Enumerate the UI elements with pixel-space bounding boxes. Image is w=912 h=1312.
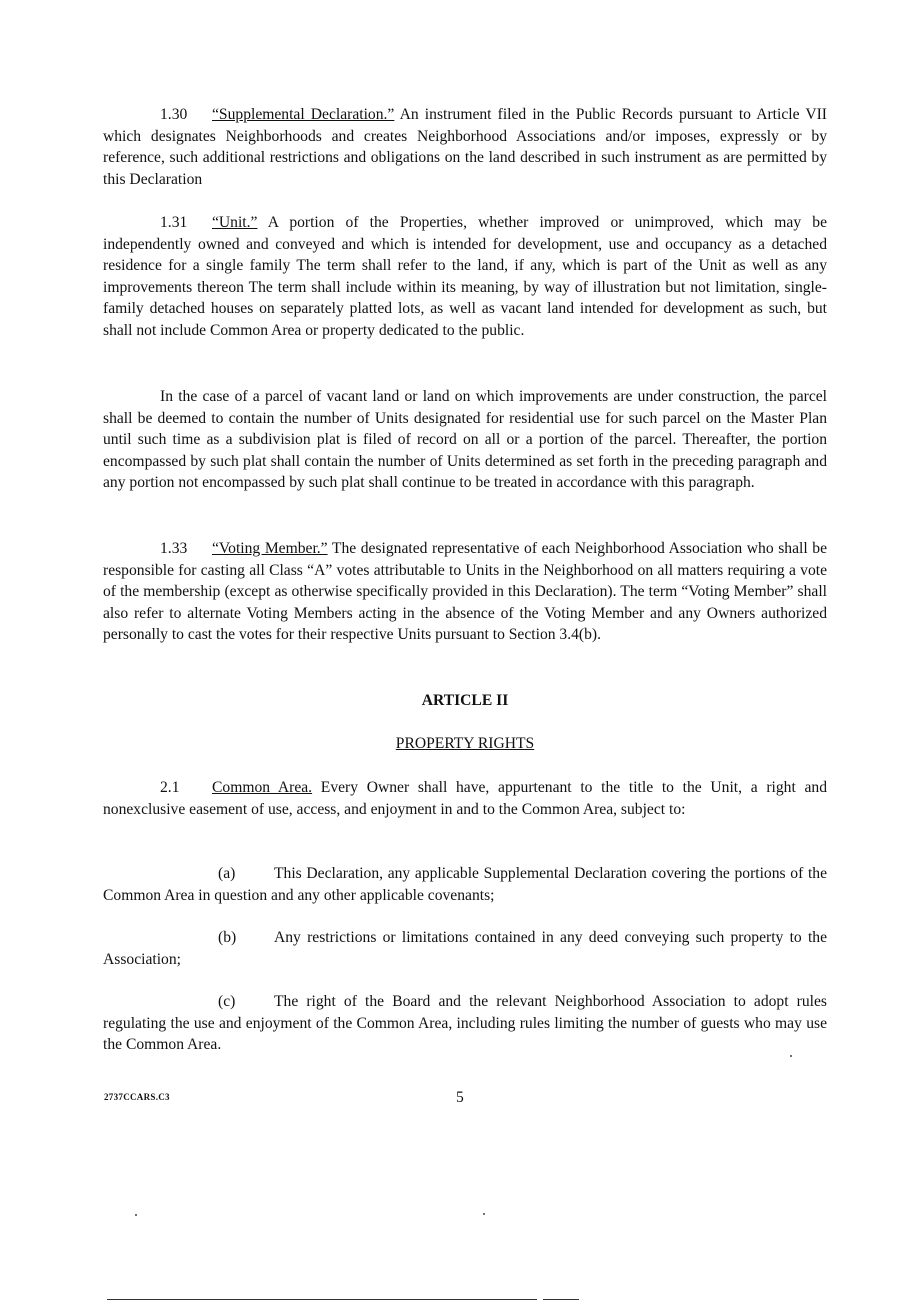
subsection-a [103,863,827,906]
section-number: 2.1 [160,779,180,796]
section-term: “Voting Member.” [212,540,328,557]
section-term: “Unit.” [212,214,258,231]
section-text: An instrument filed in the Public Records pursuant to Article VII which designates Neighborhoods and creates Neighborhood Associations and/or imposes, expressly or by reference, such additional restrictions and obligations on the land described in such instrument as are permitted by this Declaration [103,106,827,188]
section-text: Every Owner shall have, appurtenant to the title to the Unit, a right and nonexclusive easement of use, access, and enjoyment in and to the Common Area, subject to: [103,779,827,818]
paragraph-parcel [103,386,827,494]
paragraph-text: In the case of a parcel of vacant land or land on which improvements are under construction, the parcel shall be deemed to contain the number of Units designated for residential use for such parcel on the Master Plan until such time as a subdivision plat is filed of record on all or a portion of the parcel. Thereafter, the portion encompassed by such plat shall contain the number of Units determined as set forth in the preceding paragraph and any portion not encompassed by such plat shall continue to be treated in accordance with this paragraph. [103,388,827,492]
section-1-30 [103,104,827,190]
subsection-b [103,927,827,970]
subsection-text: The right of the Board and the relevant Neighborhood Association to adopt rules regulating the use and enjoyment of the Common Area, including rules limiting the number of guests who may use the Common Area. [103,993,827,1054]
section-1-31 [103,212,827,342]
document-code: 2737CCARS.C3 [104,1092,170,1102]
section-term: Common Area. [212,779,313,796]
section-number: 1.33 [160,540,188,557]
section-1-33 [103,538,827,646]
scan-speck [483,1213,485,1215]
section-term: “Supplemental Declaration.” [212,106,395,123]
bottom-rule [543,1299,579,1300]
subsection-label: (b) [218,929,237,946]
scan-speck [135,1214,137,1216]
section-text: The designated representative of each Neighborhood Association who shall be responsible for casting all Class “A” votes attributable to Units in the Neighborhood on all matters requiring a vote of the membership (except as otherwise specifically provided in this Declaration). The term “Voting Member” shall also refer to alternate Voting Members acting in the absence of the Voting Member and any Owners authorized personally to cast the votes for their respective Units pursuant to Section 3.4(b). [103,540,827,644]
section-number: 1.31 [160,214,188,231]
section-2-1 [103,777,827,820]
section-number: 1.30 [160,106,188,123]
bottom-rule [107,1299,537,1300]
article-subtitle: PROPERTY RIGHTS [395,735,535,752]
subsection-label: (c) [218,993,236,1010]
page-number: 5 [456,1089,464,1106]
subsection-label: (a) [218,865,236,882]
scan-speck [790,1055,792,1057]
subsection-text: This Declaration, any applicable Supplemental Declaration covering the portions of the Common Area in question and any other applicable covenants; [103,865,827,904]
subsection-c [103,991,827,1056]
subsection-text: Any restrictions or limitations contained in any deed conveying such property to the Association; [103,929,827,968]
section-text: A portion of the Properties, whether improved or unimproved, which may be independently owned and conveyed and which is intended for development, use and occupancy as a detached residence for a single family The term shall refer to the land, if any, which is part of the Unit as well as any improvements thereon The term shall include within its meaning, by way of illustration but not limitation, single-family detached houses on separately platted lots, as well as vacant land intended for development as such, but shall not include Common Area or property dedicated to the public. [103,214,827,339]
article-title: ARTICLE II [421,692,509,709]
